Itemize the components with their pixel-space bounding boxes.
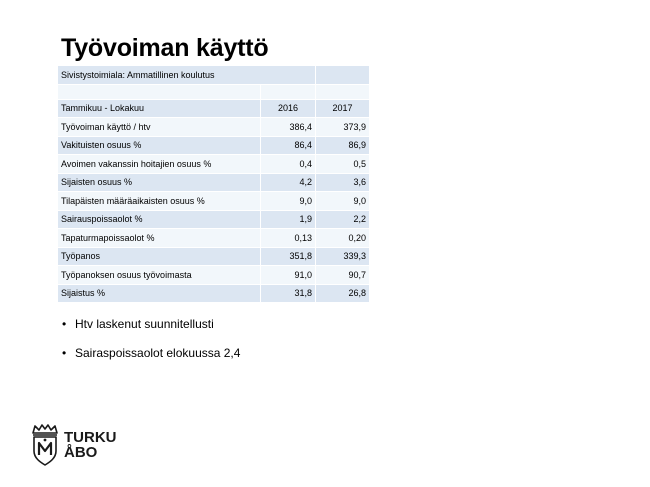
table-row (58, 192, 369, 211)
period-label: Tammikuu - Lokakuu (58, 99, 261, 118)
value-2017: 90,7 (316, 266, 370, 285)
table-row (58, 136, 369, 155)
value-2016: 0,13 (261, 229, 316, 248)
table-row (58, 118, 369, 137)
logo-line-turku: TURKU (64, 429, 117, 446)
table-row (58, 229, 369, 248)
value-2016: 9,0 (261, 192, 316, 211)
bullet-text: Htv laskenut suunnitellusti (75, 317, 214, 331)
value-2016: 351,8 (261, 247, 316, 266)
value-2017: 0,20 (316, 229, 370, 248)
value-2016: 0,4 (261, 155, 316, 174)
row-label: Sijaisten osuus % (58, 173, 261, 192)
year-2016-header: 2016 (261, 99, 316, 118)
value-2017: 2,2 (316, 210, 370, 229)
bullet-list (62, 317, 240, 375)
value-2017: 0,5 (316, 155, 370, 174)
row-label: Avoimen vakanssin hoitajien osuus % (58, 155, 261, 174)
row-label: Tilapäisten määräaikaisten osuus % (58, 192, 261, 211)
turku-logo (30, 423, 117, 467)
table-body (58, 118, 369, 303)
workforce-table (58, 66, 369, 303)
bullet-item (62, 317, 240, 331)
value-2016: 86,4 (261, 136, 316, 155)
logo-line-abo: ÅBO (64, 444, 98, 461)
row-label: Sairauspoissaolot % (58, 210, 261, 229)
value-2016: 386,4 (261, 118, 316, 137)
row-label: Tapaturmapoissaolot % (58, 229, 261, 248)
table-row (58, 210, 369, 229)
table-header-row (58, 66, 369, 84)
table-row (58, 266, 369, 285)
table-header: Sivistystoimiala: Ammatillinen koulutus (58, 66, 261, 84)
year-2017-header: 2017 (316, 99, 370, 118)
table-row (58, 247, 369, 266)
row-label: Työvoiman käyttö / htv (58, 118, 261, 137)
value-2017: 9,0 (316, 192, 370, 211)
bullet-marker: • (62, 346, 67, 360)
table-row (58, 284, 369, 303)
table-column-header-row (58, 99, 369, 118)
logo-wordmark (64, 430, 117, 460)
value-2017: 373,9 (316, 118, 370, 137)
value-2016: 4,2 (261, 173, 316, 192)
bullet-marker: • (62, 317, 67, 331)
bullet-item (62, 346, 240, 360)
value-2017: 3,6 (316, 173, 370, 192)
value-2016: 31,8 (261, 284, 316, 303)
row-label: Sijaistus % (58, 284, 261, 303)
value-2016: 1,9 (261, 210, 316, 229)
row-label: Työpanoksen osuus työvoimasta (58, 266, 261, 285)
bullet-text: Sairaspoissaolot elokuussa 2,4 (75, 346, 241, 360)
turku-crest-icon (30, 423, 60, 467)
row-label: Työpanos (58, 247, 261, 266)
table-row (58, 155, 369, 174)
table-spacer-row (58, 84, 369, 99)
table-row (58, 173, 369, 192)
slide-title: Työvoiman käyttö (61, 34, 269, 62)
value-2016: 91,0 (261, 266, 316, 285)
value-2017: 339,3 (316, 247, 370, 266)
value-2017: 86,9 (316, 136, 370, 155)
row-label: Vakituisten osuus % (58, 136, 261, 155)
value-2017: 26,8 (316, 284, 370, 303)
